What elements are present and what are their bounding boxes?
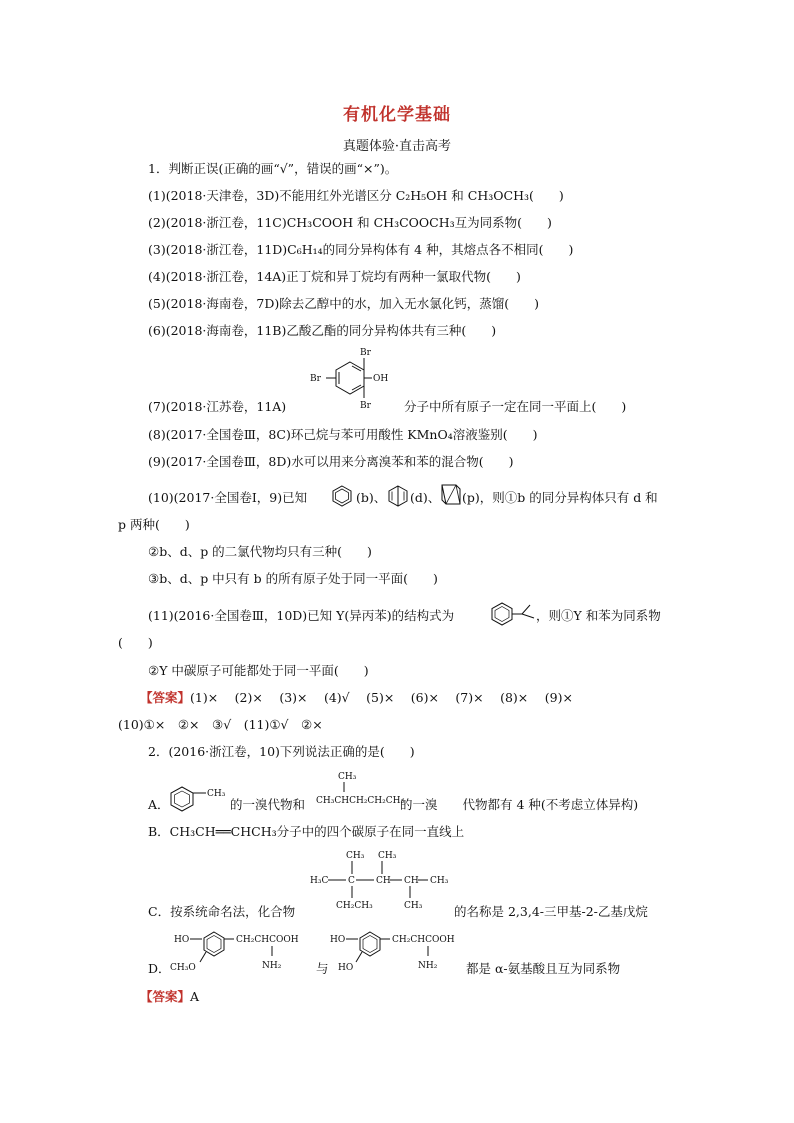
q2-stem: 2．(2016·浙江卷，10)下列说法正确的是( ) (148, 744, 415, 759)
benzene-b-icon (330, 484, 354, 508)
q2-option-b: B．CH₃CH══CHCH₃分子中的四个碳原子在同一直线上 (148, 824, 465, 839)
label-p-and-q10-1: (p)，则①b 的同分异构体只有 d 和 (462, 490, 658, 505)
d1-och3: CH₃O (170, 963, 196, 973)
q2-answer-value: A (190, 989, 200, 1004)
q2-option-a-mid: 的一溴代物和 (230, 797, 306, 812)
label-b: (b)、 (356, 490, 387, 505)
q1-item-10-cont: p 两种( ) (118, 517, 190, 532)
c-ch-1: CH (376, 876, 391, 886)
br-bottom-label: Br (360, 401, 371, 411)
c-ch3-bottom: CH₃ (404, 901, 423, 911)
q1-item-10-2: ②b、d、p 的二氯代物均只有三种( ) (148, 544, 372, 559)
q1-item-11-cont: ( ) (118, 635, 153, 650)
q1-stem: 1．判断正误(正确的画“√”，错误的画“×”)。 (148, 161, 398, 176)
c-ch-2: CH (404, 876, 419, 886)
q1-answer-line2: (10)①× ②× ③√ (11)①√ ②× (118, 717, 323, 732)
q1-item-3: (3)(2018·浙江卷，11D)C₆H₁₄的同分异构体有 4 种，其熔点各不相同( ) (148, 242, 574, 257)
d2-ho-1: HO (330, 935, 346, 945)
q2-answer (140, 988, 199, 1006)
c-quaternary: C (348, 876, 355, 886)
answer-label: 【答案】 (140, 690, 191, 705)
q2-option-d-and: 与 (316, 961, 329, 976)
c-ch3-top-1: CH₃ (346, 851, 365, 861)
d2-chain: CH₂CHCOOH (392, 935, 455, 945)
methyl-top-label: CH₃ (338, 772, 357, 782)
d2-ho-2: HO (338, 963, 354, 973)
d1-ho: HO (174, 935, 190, 945)
q1-item-11-suffix: ，则①Y 和苯为同系物 (536, 608, 661, 623)
d1-nh2: NH₂ (262, 961, 282, 971)
q1-item-8: (8)(2017·全国卷Ⅲ，8C)环己烷与苯可用酸性 KMnO₄溶液鉴别( ) (148, 427, 538, 442)
toluene-structure (168, 784, 230, 814)
q2-option-d-suffix: 都是 α-氨基酸且互为同系物 (466, 961, 621, 976)
q1-item-10-prefix: (10)(2017·全国卷Ⅰ，9)已知 (148, 490, 308, 505)
label-d: (d)、 (410, 490, 441, 505)
answer-values-line1: (1)× (2)× (3)× (4)√ (5)× (6)× (7)× (8)× (9)× (190, 690, 573, 705)
q1-item-7-prefix: (7)(2018·江苏卷，11A) (148, 399, 287, 414)
q1-item-6: (6)(2018·海南卷，11B)乙酸乙酯的同分异构体共有三种( ) (148, 323, 497, 338)
prismane-p-icon (440, 482, 462, 508)
2-methylpentane-structure (316, 770, 406, 810)
br-top-label: Br (360, 348, 371, 358)
q1-item-4: (4)(2018·浙江卷，14A)正丁烷和异丁烷均有两种一氯取代物( ) (148, 269, 521, 284)
c-ethyl: CH₂CH₃ (336, 901, 373, 911)
q2-option-c-suffix: 的名称是 2,3,4-三甲基-2-乙基戊烷 (454, 904, 648, 919)
d2-nh2: NH₂ (418, 961, 438, 971)
d1-chain: CH₂CHCOOH (236, 935, 299, 945)
tribromophenol-structure (300, 346, 400, 416)
d-molecule-1 (170, 928, 315, 976)
page-title: 有机化学基础 (343, 105, 451, 125)
cumene-structure (488, 600, 542, 628)
q1-item-10-3: ③b、d、p 中只有 b 的所有原子处于同一平面( ) (148, 571, 438, 586)
q1-answer (140, 689, 573, 707)
q1-item-11-prefix: (11)(2016·全国卷Ⅲ，10D)已知 Y(异丙苯)的结构式为 (148, 608, 455, 623)
page-subtitle: 真题体验·直击高考 (342, 139, 452, 154)
q2-answer-label: 【答案】 (140, 989, 191, 1004)
toluene-ch3-label: CH₃ (207, 789, 226, 799)
q2-option-a-label: A． (148, 797, 170, 812)
q1-item-11-2: ②Y 中碳原子可能都处于同一平面( ) (148, 663, 369, 678)
q1-item-7-suffix: 分子中所有原子一定在同一平面上( ) (404, 399, 627, 414)
oh-label: OH (373, 374, 389, 384)
q2-option-c-prefix: C．按系统命名法，化合物 (148, 904, 296, 919)
c-option-structure (306, 848, 456, 918)
q1-item-2: (2)(2018·浙江卷，11C)CH₃COOH 和 CH₃COOCH₃互为同系物( ) (148, 215, 552, 230)
c-ch3-top-2: CH₃ (378, 851, 397, 861)
d-molecule-2 (326, 928, 471, 976)
br-left-label: Br (310, 374, 321, 384)
c-h3c: H₃C (310, 876, 329, 886)
chain-label: CH₃CHCH₂CH₂CH₃ (316, 796, 405, 806)
q1-item-5: (5)(2018·海南卷，7D)除去乙醇中的水，加入无水氯化钙，蒸馏( ) (148, 296, 539, 311)
q1-item-1: (1)(2018·天津卷，3D)不能用红外光谱区分 C₂H₅OH 和 CH₃OCH₃( ) (148, 188, 564, 203)
q2-option-d-label: D． (148, 961, 171, 976)
q2-option-a-suffix: 的一溴 代物都有 4 种(不考虑立体异构) (400, 797, 639, 812)
c-ch3-right: CH₃ (430, 876, 449, 886)
dewar-benzene-d-icon (386, 484, 410, 508)
q1-item-9: (9)(2017·全国卷Ⅲ，8D)水可以用来分离溴苯和苯的混合物( ) (148, 454, 514, 469)
